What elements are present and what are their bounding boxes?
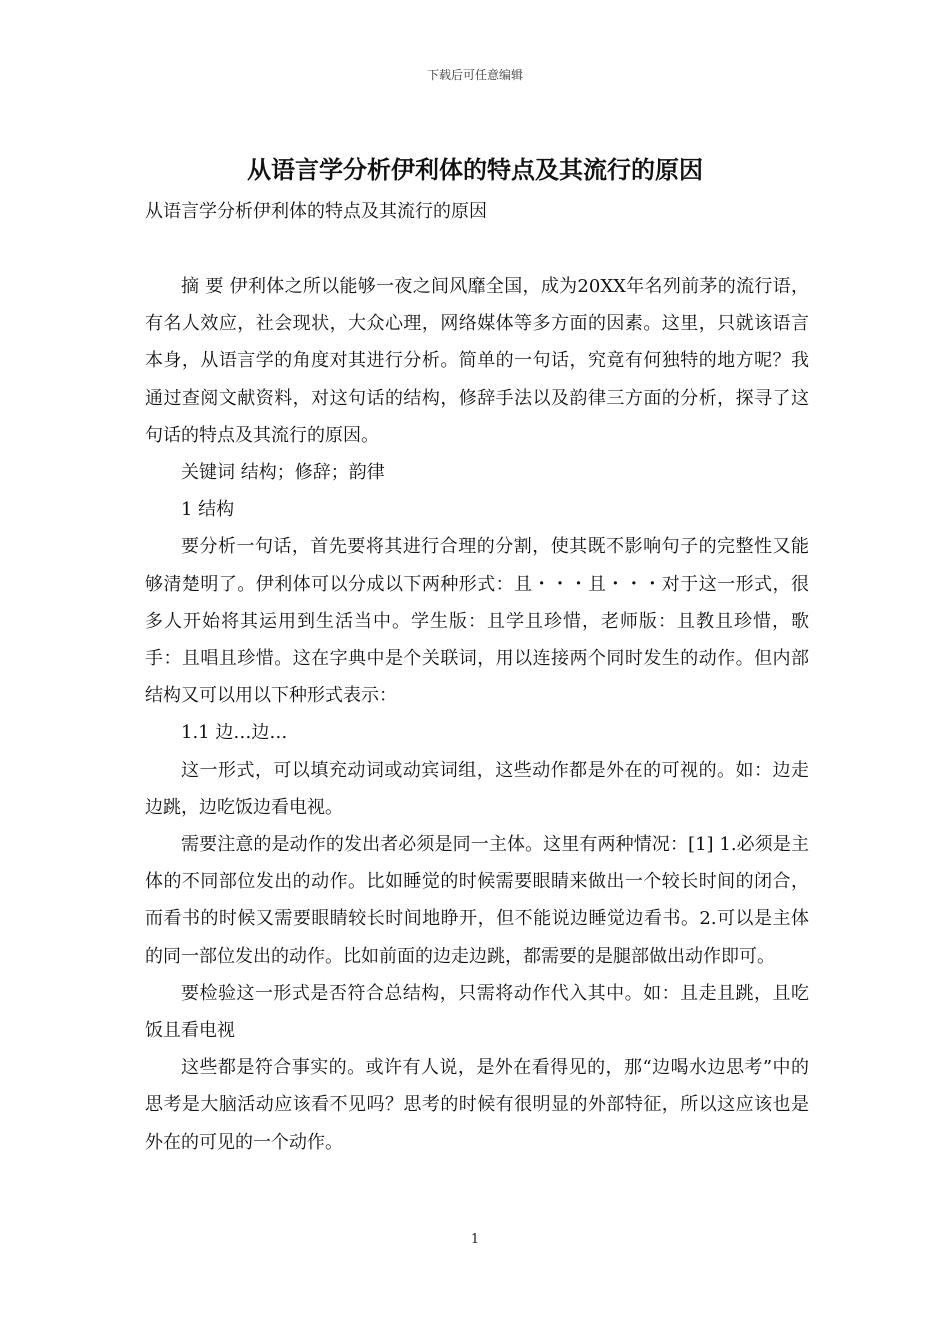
document-title: 从语言学分析伊利体的特点及其流行的原因 <box>247 155 703 184</box>
document-body <box>145 268 809 1161</box>
body-paragraph: 这些都是符合事实的。或许有人说，是外在看得见的，那“边喝水边思考”中的思考是大脑活动应该看不见吗？思考的时候有很明显的外部特征，所以这应该也是外在的可见的一个动作。 <box>145 1057 809 1153</box>
document-subtitle: 从语言学分析伊利体的特点及其流行的原因 <box>145 201 487 222</box>
body-paragraph: 要分析一句话，首先要将其进行合理的分割，使其既不影响句子的完整性又能够清楚明了。伊利体可以分成以下两种形式：且・・・且・・・对于这一形式，很多人开始将其运用到生活当中。学生版：且学且珍惜，老师版：且教且珍惜，歌手：且唱且珍惜。这在字典中是个关联词，用以连接两个同时发生的动作。但内部结构又可以用以下种形式表示： <box>145 536 809 707</box>
subsection-heading: 1.1 边…边… <box>181 722 288 744</box>
body-paragraph: 需要注意的是动作的发出者必须是同一主体。这里有两种情况：[1] 1.必须是主体的不同部位发出的动作。比如睡觉的时候需要眼睛来做出一个较长时间的闭合，而看书的时候又需要眼睛较长时间地睁开，但不能说边睡觉边看书。2.可以是主体的同一部位发出的动作。比如前面的边走边跳，都需要的是腿部做出动作即可。 <box>145 834 809 967</box>
section-heading-structure: 1 结构 <box>181 499 235 521</box>
body-paragraph: 要检验这一形式是否符合总结构，只需将动作代入其中。如：且走且跳，且吃饭且看电视 <box>145 982 809 1042</box>
page-header-note: 下载后可任意编辑 <box>426 68 523 82</box>
keywords-line: 关键词 结构；修辞；韵律 <box>181 462 385 484</box>
page-number: 1 <box>470 1232 480 1247</box>
abstract-paragraph: 摘 要 伊利体之所以能够一夜之间风靡全国，成为20XX年名列前茅的流行语，有名人效应，社会现状，大众心理，网络媒体等多方面的因素。这里，只就该语言本身，从语言学的角度对其进行分析。简单的一句话，究竟有何独特的地方呢？我通过查阅文献资料，对这句话的结构，修辞手法以及韵律三方面的分析，探寻了这句话的特点及其流行的原因。 <box>145 276 809 446</box>
body-paragraph: 这一形式，可以填充动词或动宾词组，这些动作都是外在的可视的。如：边走边跳，边吃饭边看电视。 <box>145 759 809 818</box>
